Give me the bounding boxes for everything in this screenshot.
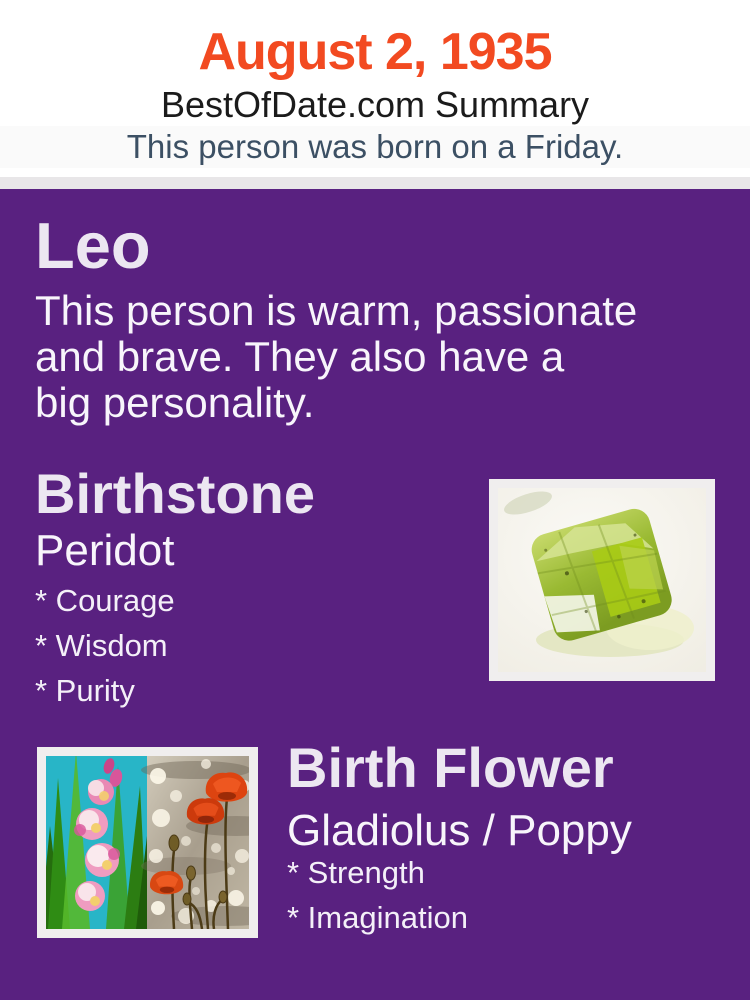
birth-flower-name: Gladiolus / Poppy — [287, 806, 632, 855]
birthstone-traits — [35, 578, 175, 713]
birth-day-note-band — [0, 126, 750, 168]
birth-flower-traits — [287, 850, 468, 940]
poppy-bloom — [187, 798, 224, 824]
birthstone-photo — [489, 479, 715, 681]
birthstone-name: Peridot — [35, 526, 175, 575]
zodiac-description-line: and brave. They also have a — [35, 333, 565, 380]
divider-bar — [0, 177, 750, 189]
birthstone-heading: Birthstone — [35, 462, 315, 525]
zodiac-description-line: This person is warm, passionate — [35, 287, 638, 334]
peridot-gem-illustration — [498, 488, 706, 672]
gladiolus-poppy-illustration — [46, 756, 249, 929]
trait-item: * Strength — [287, 855, 425, 890]
trait-item: * Wisdom — [35, 628, 168, 663]
purple-section — [0, 189, 750, 1000]
birth-day-note: This person was born on a Friday. — [126, 128, 624, 165]
page-title-date: August 2, 1935 — [198, 23, 552, 81]
zodiac-description — [35, 288, 637, 426]
gladiolus-blossom — [75, 881, 105, 911]
poppy-bloom — [206, 772, 247, 801]
birth-flower-photo — [37, 747, 258, 938]
zodiac-sign-heading: Leo — [35, 209, 151, 282]
site-summary-title: BestOfDate.com Summary — [160, 84, 590, 125]
trait-item: * Purity — [35, 673, 135, 708]
gladiolus-blossom — [88, 779, 114, 805]
trait-item: * Imagination — [287, 900, 468, 935]
trait-item: * Courage — [35, 583, 175, 618]
poppy-bloom — [150, 871, 183, 894]
zodiac-description-line: big personality. — [35, 379, 315, 426]
birth-flower-heading: Birth Flower — [287, 736, 614, 799]
